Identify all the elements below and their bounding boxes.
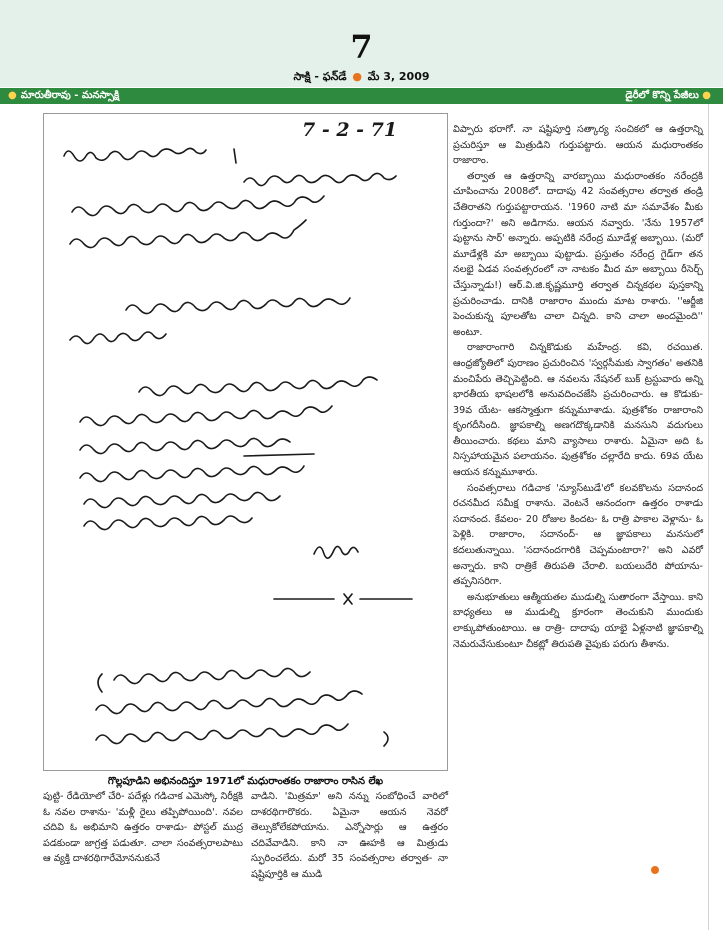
issue-date: మే 3, 2009	[367, 70, 430, 83]
date-line	[0, 70, 723, 86]
paragraph: పుట్టి- రేడియోలో చేరి- పదేళ్లు గడిచాక ఎమెస్కో నిరీక్షకి ఓ నవల రాశాను- 'మళ్లీ రైలు తప్పిపోయింది'. నవల చదివి ఓ అభిమాని ఉత్తరం రాశాడు- పోస్టల్‌ ముద్ర పడకుండా జాగ్రత్త పడుతూ. చాలా సంవత్సరాలపాటు ఆ వ్యక్తి దాశరథిగారేమోననుకునే	[43, 791, 243, 865]
publication-name: సాక్షి - ఫన్‌డే	[293, 70, 347, 83]
section-right-label: డైరీలో కొన్ని పేజీలు	[625, 90, 699, 101]
section-left-label: మారుతీరావు - మనస్సాక్షి	[20, 90, 120, 101]
page-edge-rule	[708, 104, 709, 930]
section-title-left	[8, 88, 119, 104]
paragraph: సంవత్సరాలు గడిచాక 'న్యూస్‌టుడే'లో కలవకొలను సదానంద రచనమీద సమీక్ష రాశాను. వెంటనే ఆనందంగా ఉత్తరం రాశాడు సదానంద. కేవలం- 20 రోజుల కిందట- ఓ రాత్రి పాకాల వెళ్లాను- ఓ పెళ్లికి. రాజారాం, సదానంద్‌- ఆ జ్ఞాపకాలు మనసులో కదలుతున్నాయి. 'సదానందగారికి చెప్పమంటారా?' అని ఎవరో అన్నారు. కాని రాత్రికే తిరుపతి చేరాలి. బయలుదేరి పోయాను- తప్పనిసరిగా.	[453, 482, 703, 588]
paragraph: అనుభూతులు ఆత్మీయతల ముడుల్ని సుతారంగా వేస్తాయి. కాని బాధ్యతలు ఆ ముడుల్ని క్రూరంగా తెంచుకుని ముందుకు లాక్కుపోతుంటాయి. ఆ రాత్రి- దాదాపు యాభై ఏళ్లనాటి జ్ఞాపకాల్ని నెమరువేసుకుంటూ చీకట్లో తిరుపతి వైపుకు పరుగు తీశాను.	[453, 591, 703, 650]
article-end-marker-icon	[651, 866, 659, 874]
handwritten-letter-image	[43, 113, 448, 771]
paragraph: రాజారాంగారి చిన్నకొడుకు మహేంద్ర. కవి, రచయిత. ఆంధ్రజ్యోతిలో పురాణం ప్రచురించిన 'స్వర్గసీమకు స్వాగతం' అతనికి మంచిపేరు తెచ్చిపెట్టింది. ఆ నవలను నేషనల్‌ బుక్‌ ట్రస్టువారు అన్ని భారతీయ భాషలలోకి అనువదించజేసి ప్రచురించారు. ఆ కొడుకు- 39వ యేట- ఆకస్మాత్తుగా కన్నుమూశాడు. పుత్రశోకం రాజారాంని కృంగదీసింది. జ్ఞాపకాల్ని అణగదొక్కడానికి మనసుని వదుగులు తీయించారు. కథలు మాని వ్యాసాలు రాశారు. ఏమైనా అది ఓ నిస్సహాయమైన పలాయనం. పుత్రశోకం చల్లారేది కాదు. 69వ యేట ఆయన కన్నుమూశారు.	[453, 342, 703, 479]
bullet-icon: ●	[8, 90, 17, 101]
image-caption: గొల్లపూడిని అభినందిస్తూ 1971లో మధురాంతకం రాజారాం రాసిన లేఖ	[107, 776, 384, 787]
article-right-column	[453, 122, 703, 652]
page-number: 7	[350, 28, 373, 66]
handwriting-scribble	[44, 114, 447, 770]
section-title-right	[625, 88, 715, 104]
paragraph: వాడిని. 'మిత్రమా' అని నన్ను సంబోధించే వారిలో దాశరథిగారొకరు. ఏమైనా ఆయన నెవరో తెల్సుకోలేకపోయాను. ఎన్నోసార్లు ఆ ఉత్తరం చదివేవాడిని. కాని నా ఊహకి ఆ మిత్రుడు స్ఫురించలేదు. మరో 35 సంవత్సరాల తర్వాత- నా షష్టిపూర్తికి ఆ ముడి	[251, 791, 448, 880]
paragraph: తర్వాత ఆ ఉత్తరాన్ని వారబ్బాయి మధురాంతకం నరేంద్రకి చూపించాను 2008లో. దాదాపు 42 సంవత్సరాల తర్వాత తండ్రి చేతిరాతని గుర్తుపట్టారాయన. '1960 నాటి మా సమావేశం మీకు గుర్తుందా?' అని అడిగాను. ఆయన నవ్వారు. 'నేను 1957లో పుట్టాను సార్‌' అన్నారు. అప్పటికి నరేంద్ర మూడేళ్ల అబ్బాయి. (మరో మూడేళ్లకి మా అబ్బాయి పుట్టాడు. ప్రస్తుతం నరేంద్ర గైడ్‌గా తన నలభై ఏడవ సంవత్సరంలో నా నాటకం మీద మా అబ్బాయి రీసెర్చ్‌ చేస్తున్నాడు!) ఆర్‌.వి.జి.కృష్ణమూర్తి తర్వాత చిన్నకథల పుస్తకాన్ని ప్రచురించాడు. దానికి రాజారాం ముందు మాట రాశారు. ''ఆర్జీజి పెంచుకున్న పూలతోట చాలా చిన్నది. కాని చాలా అందమైంది'' అంటూ.	[453, 170, 703, 338]
bullet-icon-right: ●	[702, 90, 711, 101]
letter-date: 7 - 2 - 71	[302, 119, 398, 141]
article-bottom-left-column	[43, 789, 243, 867]
section-bar	[0, 88, 723, 104]
article-bottom-middle-column	[251, 789, 448, 883]
paragraph: విప్పారు భరాగో. నా షష్టిపూర్తి సత్కార్య సంచికలో ఆ ఉత్తరాన్ని ప్రచురిస్తూ ఆ మిత్రుడిని గుర్తుపట్టారు. ఆయన మధురాంతకం రాజారాం.	[453, 124, 703, 167]
bullet-dot-icon: ●	[352, 70, 362, 83]
